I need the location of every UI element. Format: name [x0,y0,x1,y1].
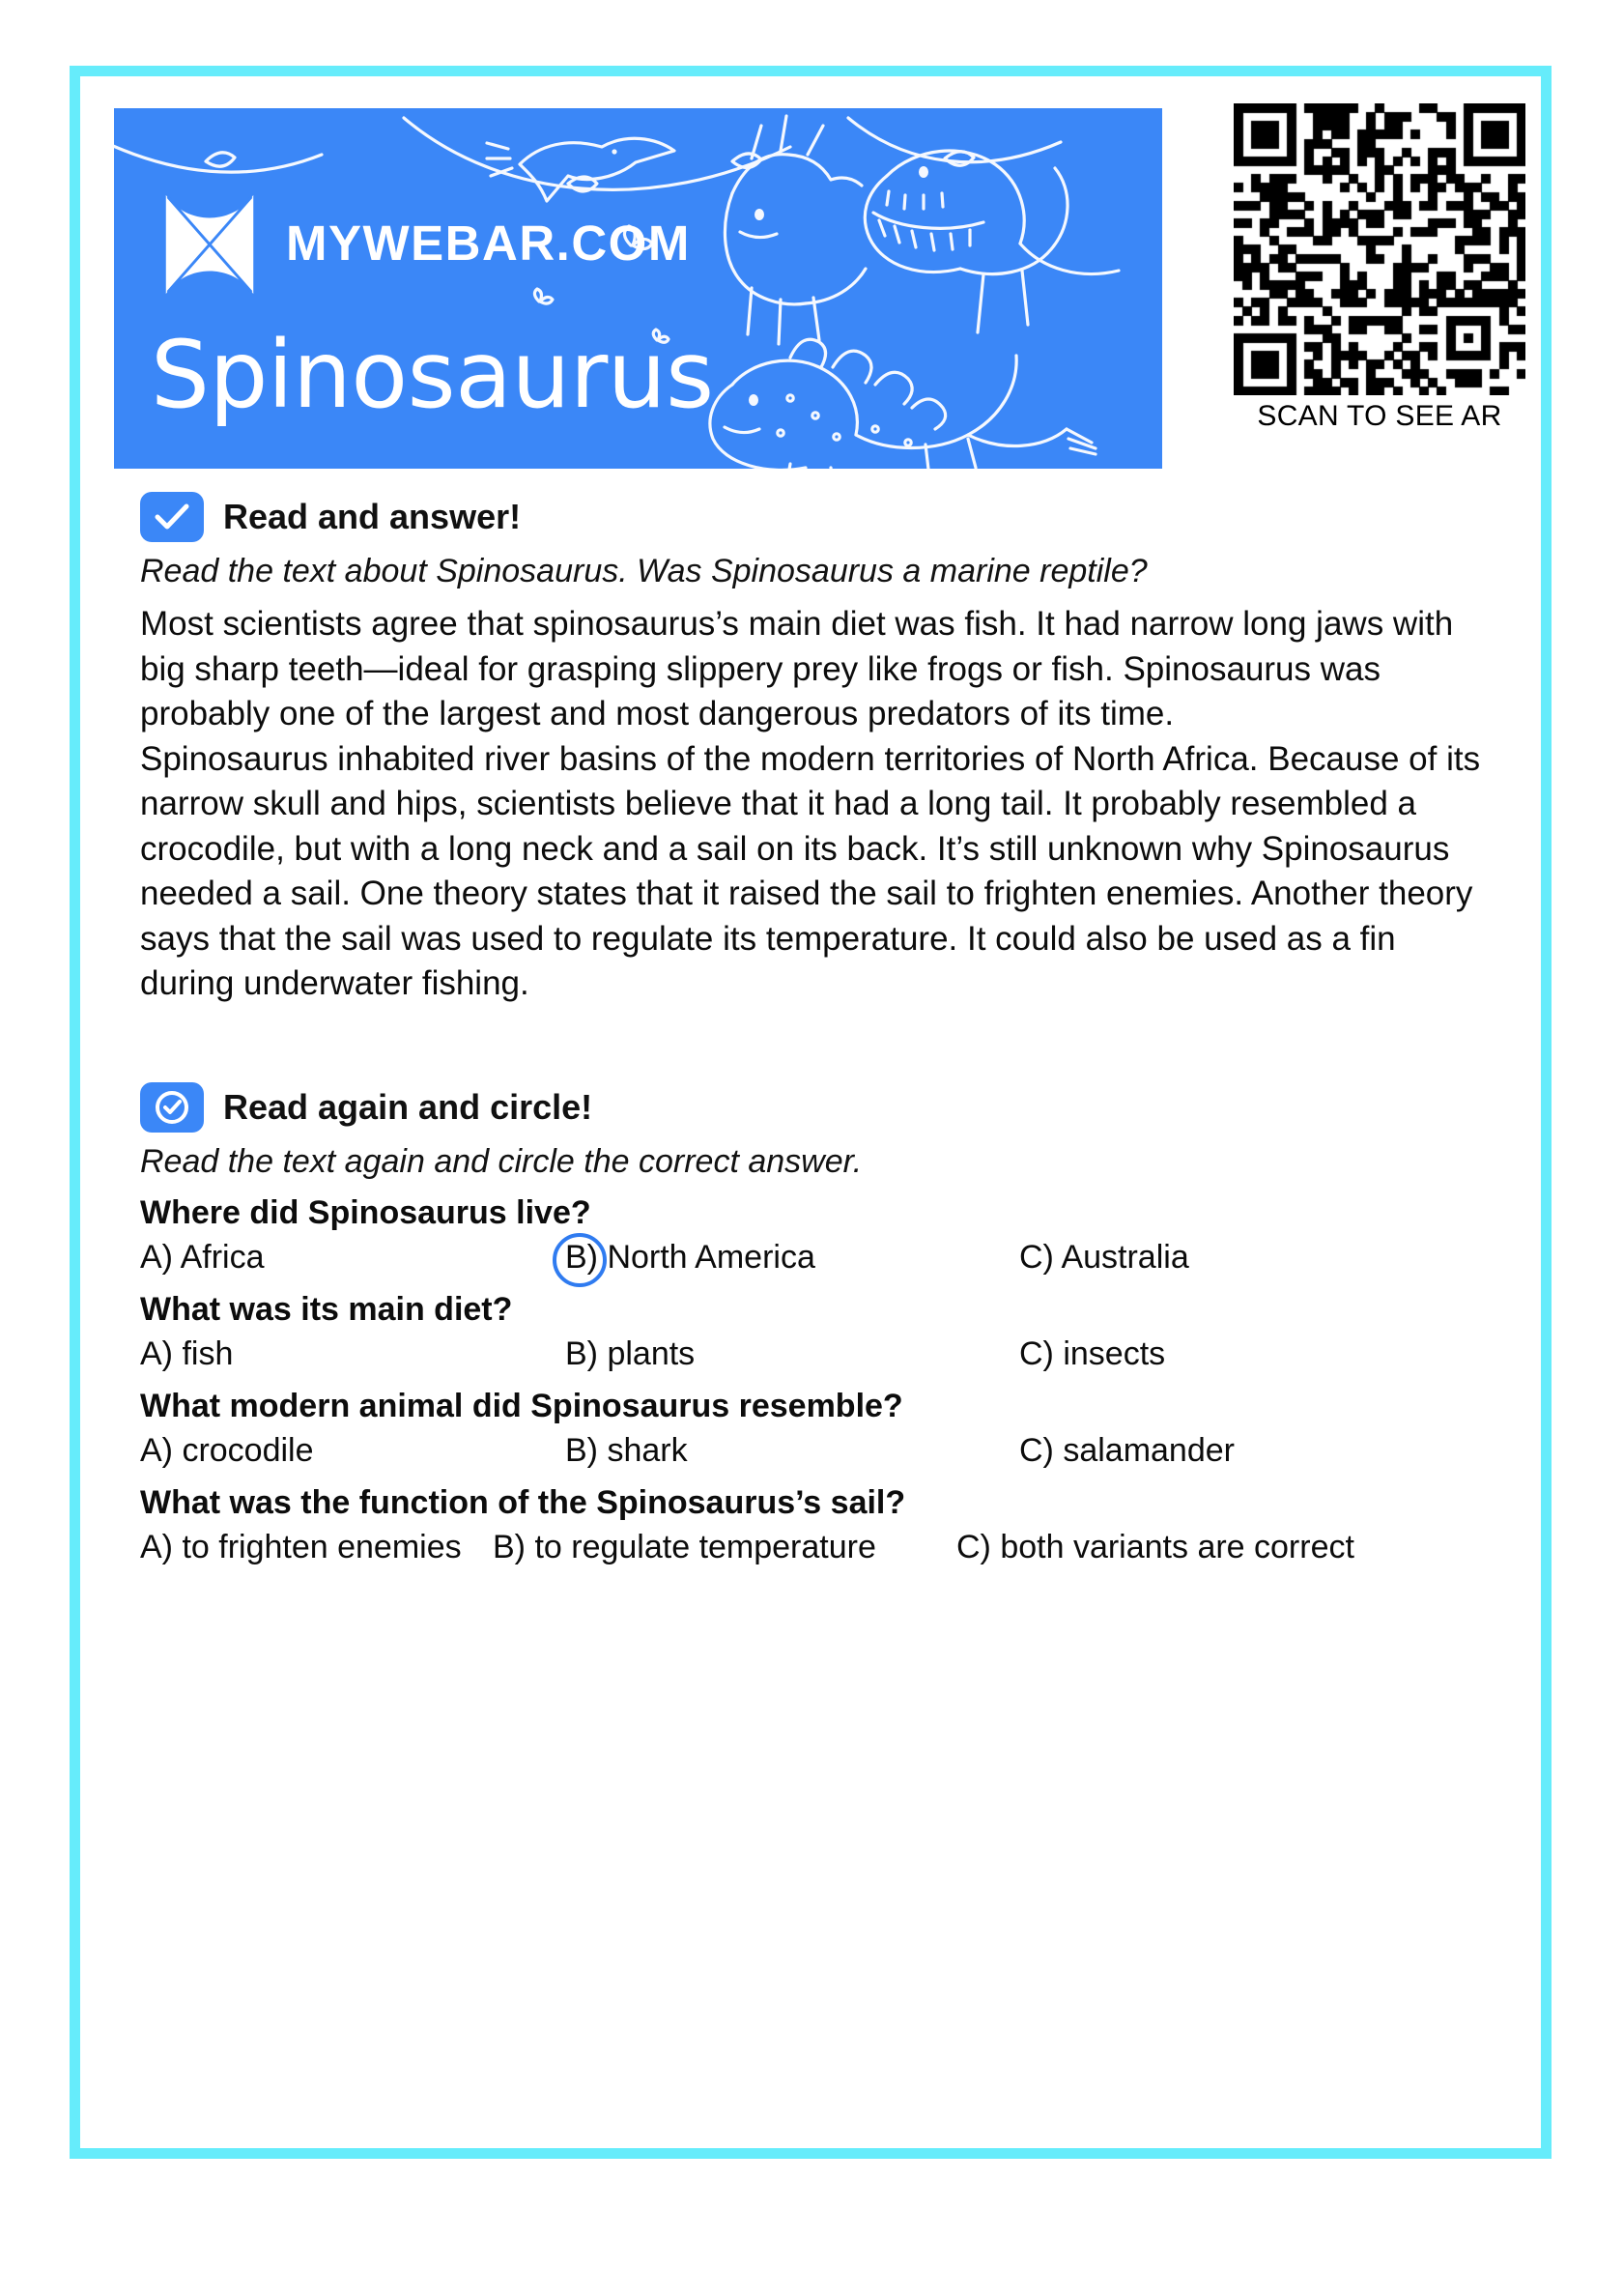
option-c[interactable] [1019,1237,1464,1279]
option-a[interactable] [140,1430,565,1473]
question-item [140,1192,1493,1278]
question-item [140,1289,1493,1375]
option-label: A) Africa [140,1238,265,1276]
task-label: Read again and circle! [223,1087,593,1128]
qr-section [1230,103,1529,433]
question-options [140,1334,1493,1376]
question-prompt: What modern animal did Spinosaurus resemble? [140,1388,903,1425]
option-c[interactable] [956,1527,1410,1569]
option-b[interactable] [565,1237,1019,1279]
option-label: B) shark [565,1431,688,1469]
option-b[interactable] [565,1430,1019,1473]
option-label: C) both variants are correct [956,1528,1354,1565]
question-item [140,1482,1493,1568]
option-c[interactable] [1019,1334,1464,1376]
question-options [140,1237,1493,1279]
option-label: B) to regulate temperature [493,1528,876,1565]
question-prompt: What was its main diet? [140,1291,513,1329]
reading-passage [140,602,1488,1007]
option-b[interactable] [565,1334,1019,1376]
question-options [140,1430,1493,1473]
option-label: A) to frighten enemies [140,1528,462,1565]
option-label: C) insects [1019,1335,1166,1372]
option-b[interactable] [493,1527,956,1569]
passage-paragraph: Spinosaurus inhabited river basins of the modern territories of North Africa. Because of its narrow skull and hips, scientists believe that it had a long tail. It probably resembled a crocodile, but with a long neck and a sail on its back. It’s still unknown why Spinosaurus needed a sail. One theory states that it raised the sail to frighten enemies. Another theory says that the sail was used to regulate its temperature. It could also be used as a fin during underwater fishing. [140,739,1481,1003]
task-header-read-again-and-circle [140,1082,1493,1133]
qr-code-icon[interactable] [1234,103,1525,395]
question-list [140,1192,1493,1568]
task-header-read-and-answer [140,492,1493,542]
option-label: A) crocodile [140,1431,314,1469]
circle-check-icon [140,1082,204,1133]
option-a[interactable] [140,1527,493,1569]
checkmark-icon [140,492,204,542]
question-item [140,1386,1493,1472]
header-banner [114,108,1162,469]
worksheet-sheet [80,76,1541,2148]
option-label: C) salamander [1019,1431,1235,1469]
task-label: Read and answer! [223,497,522,536]
mywebar-x-logo-icon [153,187,267,301]
page-title: Spinosaurus [151,321,714,429]
passage-paragraph: Most scientists agree that spinosaurus’s main diet was fish. It had narrow long jaws with big sharp teeth—ideal for grasping slippery prey like frogs or fish. Spinosaurus was probably one of the largest and most dangerous predators of its time. [140,605,1454,733]
worksheet-page [70,66,1552,2159]
task-instruction-1: Read the text about Spinosaurus. Was Spinosaurus a marine reptile? [140,553,1148,589]
question-options [140,1527,1493,1569]
option-label: A) fish [140,1335,234,1372]
option-a[interactable] [140,1334,565,1376]
option-label: B) plants [565,1335,696,1372]
option-label: C) Australia [1019,1238,1189,1276]
option-a[interactable] [140,1237,565,1279]
task-instruction-2: Read the text again and circle the correct answer. [140,1143,863,1181]
section-spacer [140,1007,1493,1082]
option-label: B) North America [565,1238,815,1276]
qr-caption: SCAN TO SEE AR [1257,400,1502,432]
brand-name: MYWEBAR.COM [286,215,691,271]
question-prompt: Where did Spinosaurus live? [140,1194,591,1232]
question-prompt: What was the function of the Spinosaurus’s sail? [140,1484,906,1522]
worksheet-content [140,492,1493,1579]
option-c[interactable] [1019,1430,1464,1473]
